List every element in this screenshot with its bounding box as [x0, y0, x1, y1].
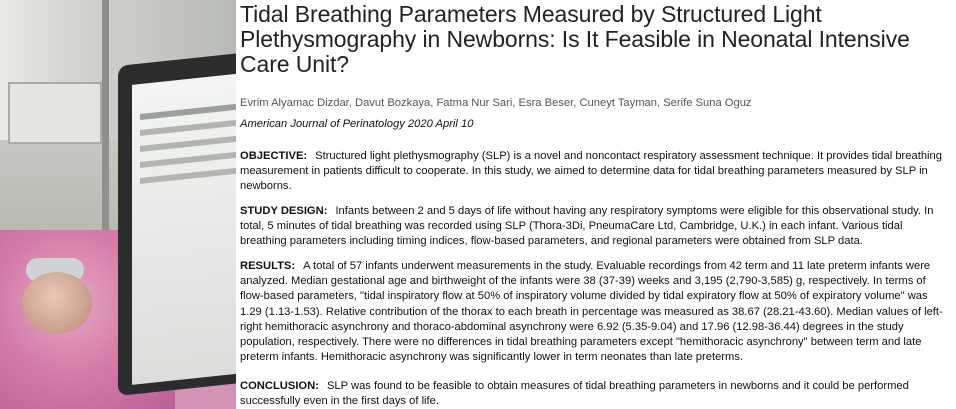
section-conclusion-text: SLP was found to be feasible to obtain measures of tidal breathing parameters in newborns and it could be performed successfully even in the first days of life.	[240, 380, 909, 408]
photo-equipment-rack	[8, 82, 102, 144]
author-list: Evrim Alyamac Dizdar, Davut Bozkaya, Fatma Nur Sari, Esra Beser, Cuneyt Tayman, Serife Suna Oguz	[240, 97, 752, 109]
section-objective-label: OBJECTIVE:	[240, 150, 308, 162]
photo-infant	[22, 272, 92, 334]
section-study-design	[240, 204, 946, 250]
hero-photo-nicu	[0, 0, 236, 409]
journal-citation: American Journal of Perinatology 2020 April 10	[240, 118, 474, 130]
section-objective-text: Structured light plethysmography (SLP) is a novel and noncontact respiratory assessment technique. It provides tidal breathing measurement in patients difficult to cooperate. In this study, we aimed to determine data for tidal breathing parameters measured by SLP in newborns.	[240, 150, 942, 193]
section-study-design-text: Infants between 2 and 5 days of life without having any respiratory symptoms were eligible for this observational study. In total, 5 minutes of tidal breathing was recorded using SLP (Thora-3Di, PneumaCare Ltd, Cambridge, U.K.) in each infant. Various tidal breathing parameters including timing indices, flow-based parameters, and regional parameters were obtained from SLP data.	[240, 205, 934, 248]
section-study-design-label: STUDY DESIGN:	[240, 205, 328, 217]
section-objective	[240, 149, 946, 195]
section-results-text: A total of 57 infants underwent measurements in the study. Evaluable recordings from 42 term and 11 late preterm infants were analyzed. Median gestational age and birthweight of the infants were 38 (37-39) weeks and 3,195 (2,790-3,585) g, respectively. In terms of flow-based parameters, "tidal inspiratory flow at 50% of inspiratory volume divided by tidal expiratory flow at 50% of expiratory volume" was 1.29 (1.13-1.53). Relative contribution of the thorax to each breath in percentage was measured as 38.67 (28.21-43.60). Median values of left-right hemithoracic asynchrony and thoraco-abdominal asynchrony were 6.92 (5.35-9.04) and 17.96 (12.98-36.44) degrees in the study population, respectively. There were no differences in tidal breathing parameters except "hemithoracic asynchrony" between term and late preterm infants. Hemithoracic asynchrony was significantly lower in term neonates than late preterms.	[240, 260, 943, 364]
photo-monitor-screen	[132, 71, 236, 385]
section-results	[240, 259, 946, 365]
photo-iv-pole	[102, 0, 109, 240]
section-conclusion-label: CONCLUSION:	[240, 380, 319, 392]
section-results-label: RESULTS:	[240, 260, 296, 272]
abstract-content	[240, 0, 950, 408]
section-conclusion	[240, 379, 946, 409]
paper-title: Tidal Breathing Parameters Measured by Structured Light Plethysmography in Newborns: Is It Feasible in Neonatal Intensive Care Unit?	[240, 1, 910, 77]
